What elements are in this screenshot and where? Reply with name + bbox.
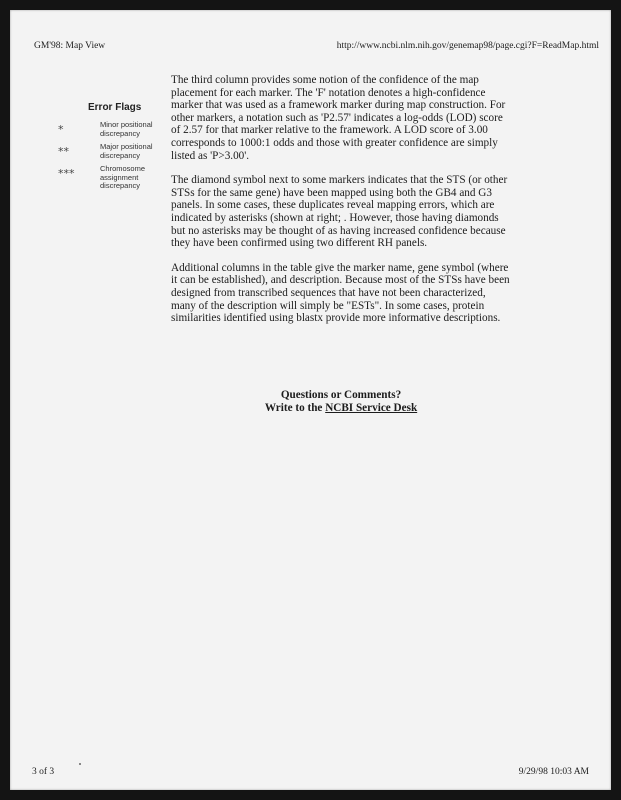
flag-label: Chromosome assignment discrepancy	[100, 164, 146, 190]
page-number: 3 of 3	[32, 767, 55, 777]
printed-page	[10, 10, 611, 790]
body-text	[171, 74, 511, 337]
error-flags-title: Error Flags	[88, 102, 142, 113]
asterisk-icon: ***	[58, 167, 75, 180]
flag-label: Minor positional discrepancy	[100, 120, 153, 138]
asterisk-icon: *	[58, 123, 64, 136]
error-flags-legend	[54, 102, 174, 196]
contact-prefix: Write to the	[264, 401, 326, 414]
contact-line	[171, 402, 511, 415]
header-title: GM'98: Map View	[34, 41, 106, 51]
header-url: http://www.ncbi.nlm.nih.gov/genemap98/page.cgi?F=ReadMap.html	[336, 41, 599, 51]
flag-minor	[54, 121, 174, 138]
flag-chromosome	[54, 165, 174, 191]
flag-major	[54, 143, 174, 160]
paragraph-columns: Additional columns in the table give the marker name, gene symbol (where it can be established), and description. Because most of the STSs have been designed from transcribed sequences that have not been characterized, many of the description will simply be "ESTs". In some cases, protein similarities identified using blastx provide more informative descriptions.	[171, 261, 510, 325]
paragraph-diamond: The diamond symbol next to some markers indicates that the STS (or other STSs for the same gene) have been mapped using both the GB4 and G3 panels. In some cases, these duplicates reveal mapping errors, which are indicated by asterisks (shown at right; . However, those having diamonds but no asterisks may be thought of as having increased confidence because they have been confirmed using two different RH panels.	[171, 174, 508, 250]
print-timestamp: 9/29/98 10:03 AM	[518, 767, 589, 777]
paragraph-confidence: The third column provides some notion of the confidence of the map placement for each marker. The 'F' notation denotes a high-confidence marker that was used as a framework marker during map construction. For other markers, a notation such as 'P2.57' indicates a log-odds (LOD) score of 2.57 for that marker relative to the framework. A LOD score of 3.00 corresponds to 1000:1 odds and those with greater confidence are simply listed as 'P>3.00'.	[171, 74, 506, 162]
questions-block	[171, 389, 511, 415]
ncbi-service-desk-link[interactable]: NCBI Service Desk	[325, 401, 418, 414]
asterisk-icon: **	[58, 145, 69, 158]
print-speck	[79, 763, 81, 765]
flag-label: Major positional discrepancy	[100, 142, 153, 160]
questions-heading: Questions or Comments?	[280, 389, 402, 401]
